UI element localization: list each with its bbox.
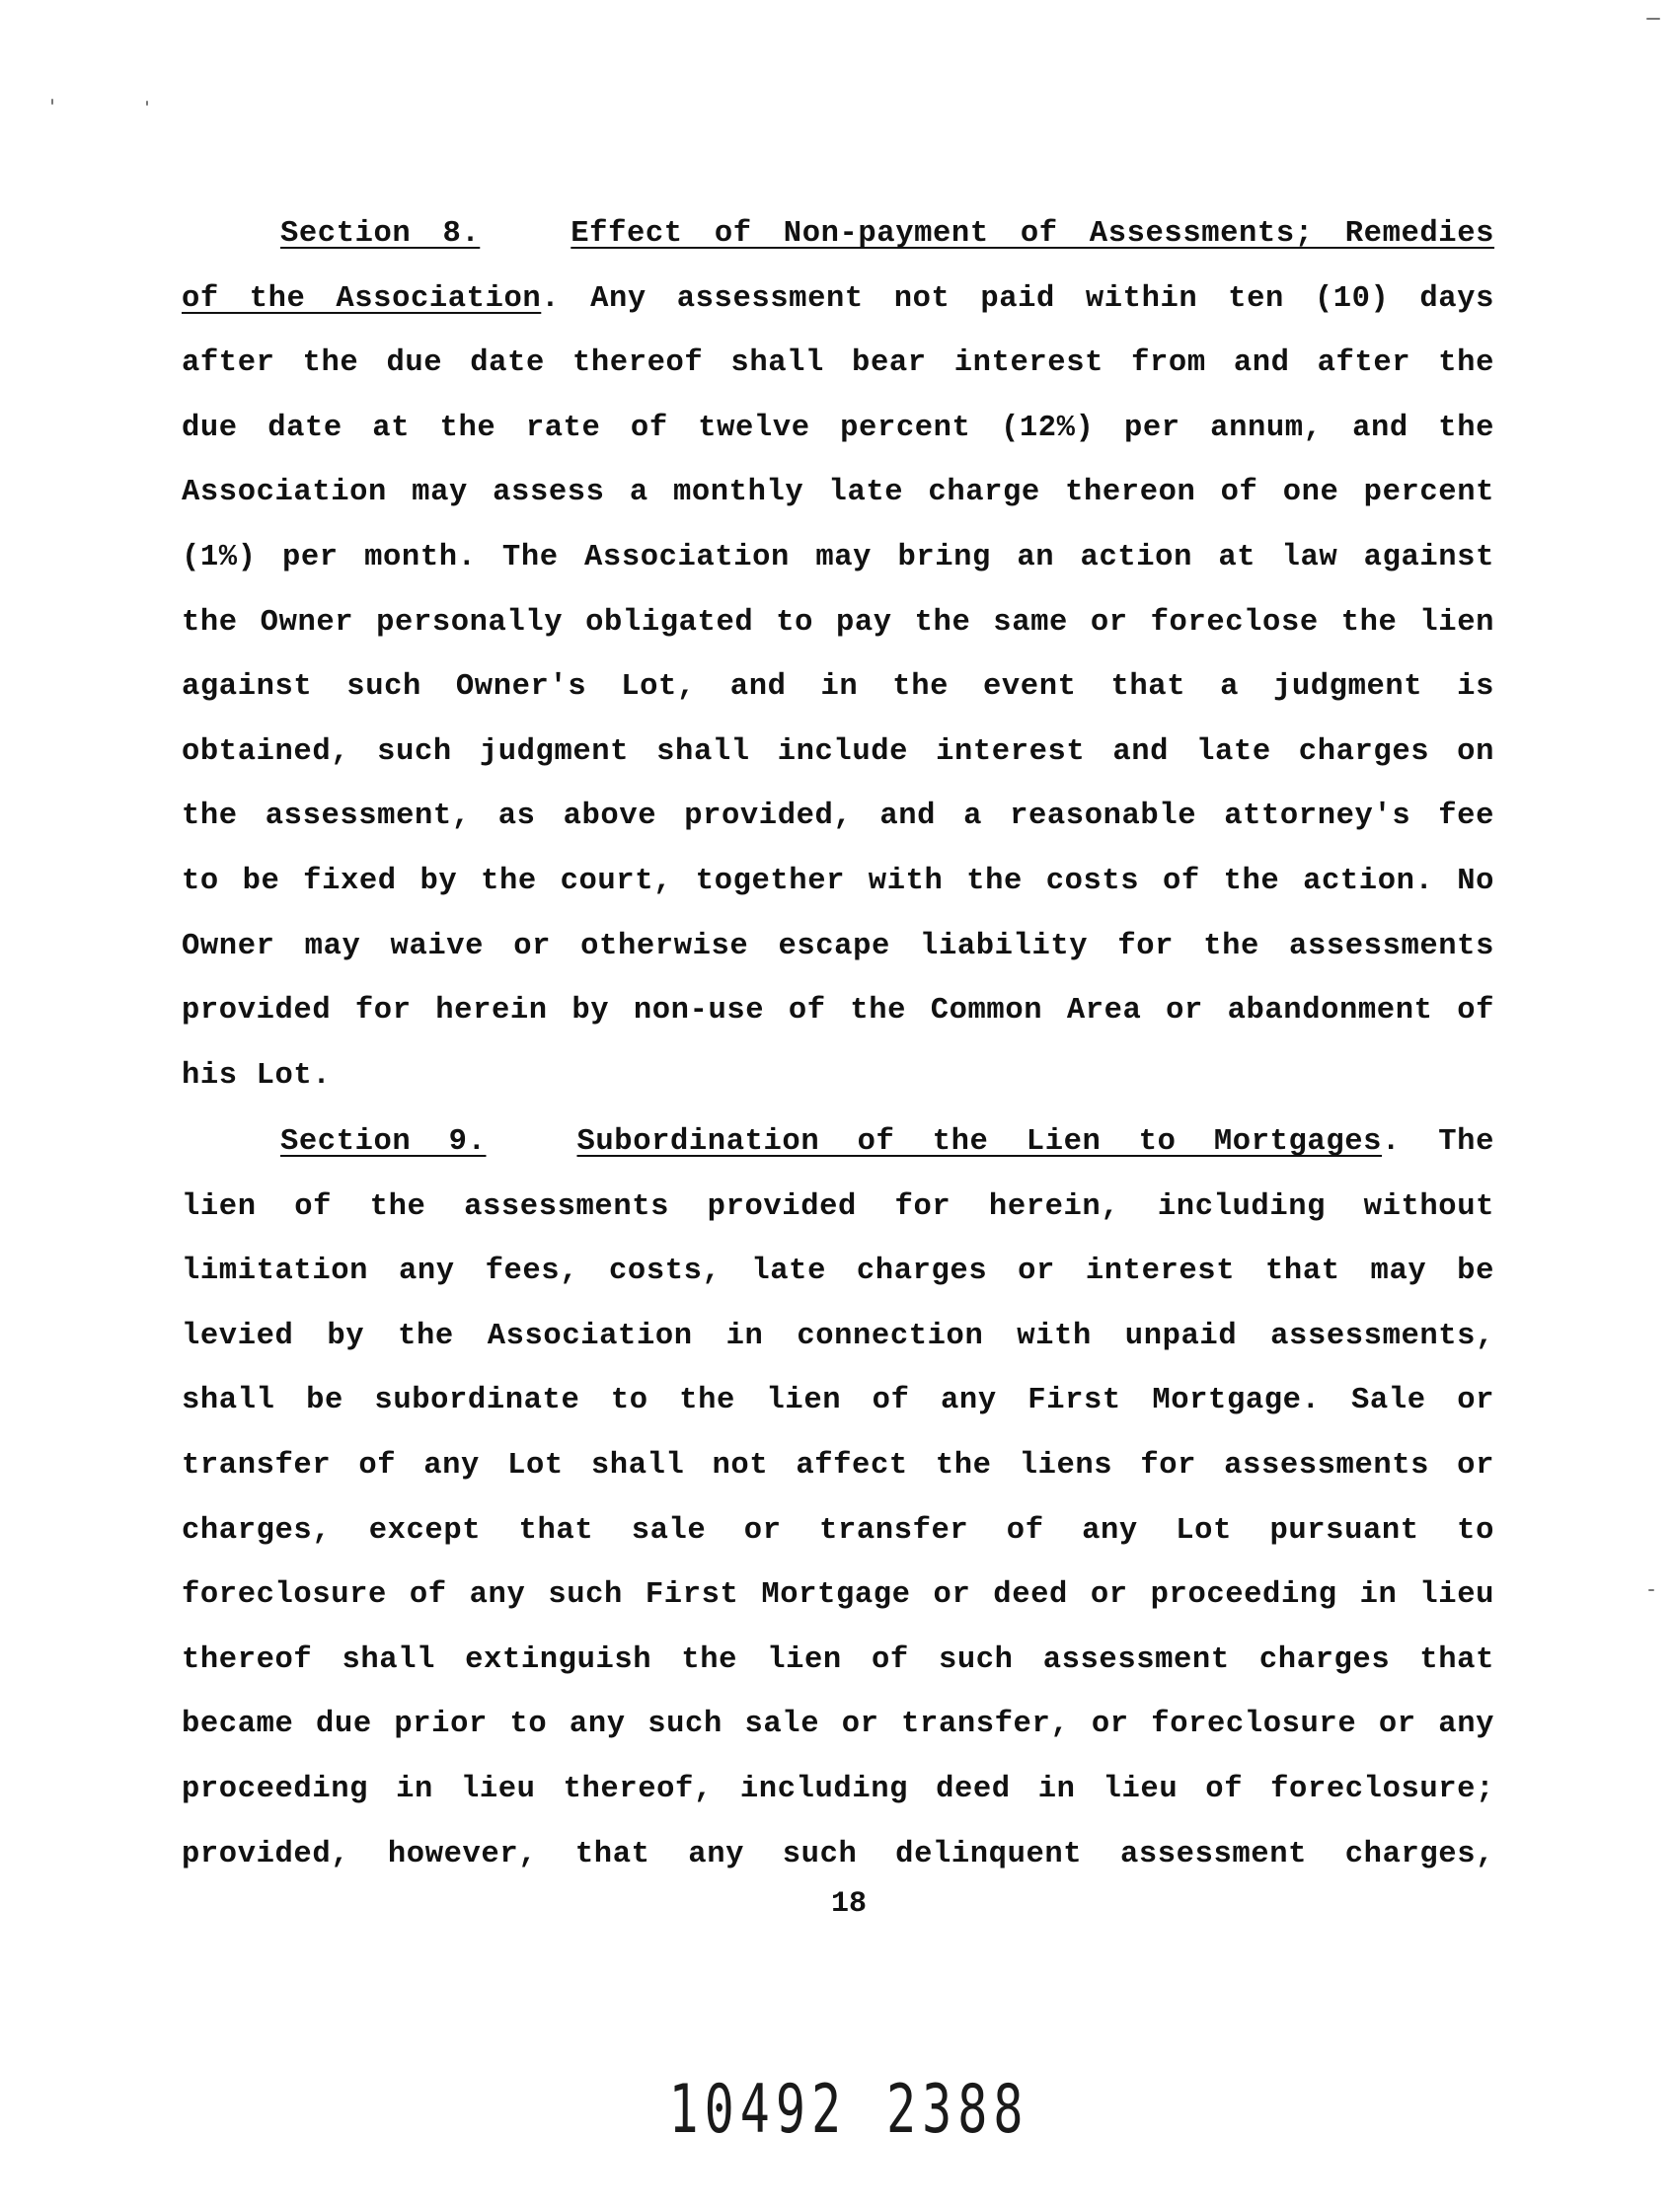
- section-9-line: shall be subordinate to the lien of any First Mortgage. Sale or: [182, 1384, 1494, 1418]
- stamp-book-number: 10492: [668, 2071, 848, 2149]
- scan-speck: [146, 101, 148, 106]
- section-8-line: provided for herein by non-use of the Common Area or abandonment of: [182, 994, 1494, 1029]
- section-9-line: levied by the Association in connection with unpaid assessments,: [182, 1319, 1494, 1353]
- section-9-title: Subordination of the Lien to Mortgages: [576, 1125, 1383, 1159]
- section-9-line: transfer of any Lot shall not affect the liens for assessments or: [182, 1448, 1494, 1483]
- section-9-line: limitation any fees, costs, late charges or interest that may be: [182, 1255, 1494, 1289]
- section-8-number: Section 8.: [280, 217, 481, 251]
- section-9-line: foreclosure of any such First Mortgage or deed or proceeding in lieu: [182, 1578, 1494, 1613]
- scan-speck: [1648, 1589, 1654, 1591]
- section-8-line: [182, 267, 1494, 333]
- recording-stamp: [0, 2071, 1674, 2148]
- section-8-line: Owner may waive or otherwise escape liability for the assessments: [182, 929, 1494, 963]
- section-8-heading-line: [182, 202, 1494, 267]
- section-9-number: Section 9.: [280, 1125, 487, 1159]
- page-number: 18: [830, 1887, 867, 1921]
- section-9-line: thereof shall extinguish the lien of such assessment charges that: [182, 1642, 1494, 1677]
- section-9-line: charges, except that sale or transfer of any Lot pursuant to: [182, 1513, 1494, 1548]
- section-8-line: (1%) per month. The Association may bring an action at law against: [182, 540, 1494, 574]
- section-9-line: became due prior to any such sale or transfer, or foreclosure or any: [182, 1708, 1494, 1742]
- section-8-line: obtained, such judgment shall include interest and late charges on: [182, 734, 1494, 769]
- section-8-line: due date at the rate of twelve percent (12%) per annum, and the: [182, 411, 1494, 445]
- section-9-paragraph: [182, 1110, 1494, 1887]
- section-8-line: against such Owner's Lot, and in the event that a judgment is: [182, 670, 1494, 705]
- section-8-line: after the due date thereof shall bear interest from and after the: [182, 346, 1494, 381]
- scan-speck: [51, 99, 53, 105]
- section-9-line: lien of the assessments provided for herein, including without: [182, 1189, 1494, 1224]
- scan-speck: [1646, 18, 1660, 20]
- section-8-line: his Lot.: [182, 1058, 332, 1093]
- section-8-line: the Owner personally obligated to pay the same or foreclose the lien: [182, 605, 1494, 640]
- section-8-title-part2: of the Association: [182, 281, 542, 316]
- section-9-line: provided, however, that any such delinquent assessment charges,: [182, 1837, 1494, 1871]
- section-9-heading-tail: . The: [1382, 1125, 1494, 1159]
- section-9-line: proceeding in lieu thereof, including deed in lieu of foreclosure;: [182, 1772, 1494, 1806]
- section-8-title-part1: Effect of Non-payment of Assessments; Remedies: [571, 217, 1495, 251]
- section-8-line: to be fixed by the court, together with the costs of the action. No: [182, 864, 1494, 898]
- section-8-line: Association may assess a monthly late charge thereon of one percent: [182, 476, 1494, 510]
- section-8-line-text: . Any assessment not paid within ten (10) days: [541, 281, 1494, 316]
- stamp-page-number: 2388: [886, 2071, 1029, 2149]
- section-8-line: the assessment, as above provided, and a reasonable attorney's fee: [182, 800, 1494, 834]
- section-9-heading-line: [182, 1110, 1494, 1176]
- section-8-paragraph: [182, 202, 1494, 1108]
